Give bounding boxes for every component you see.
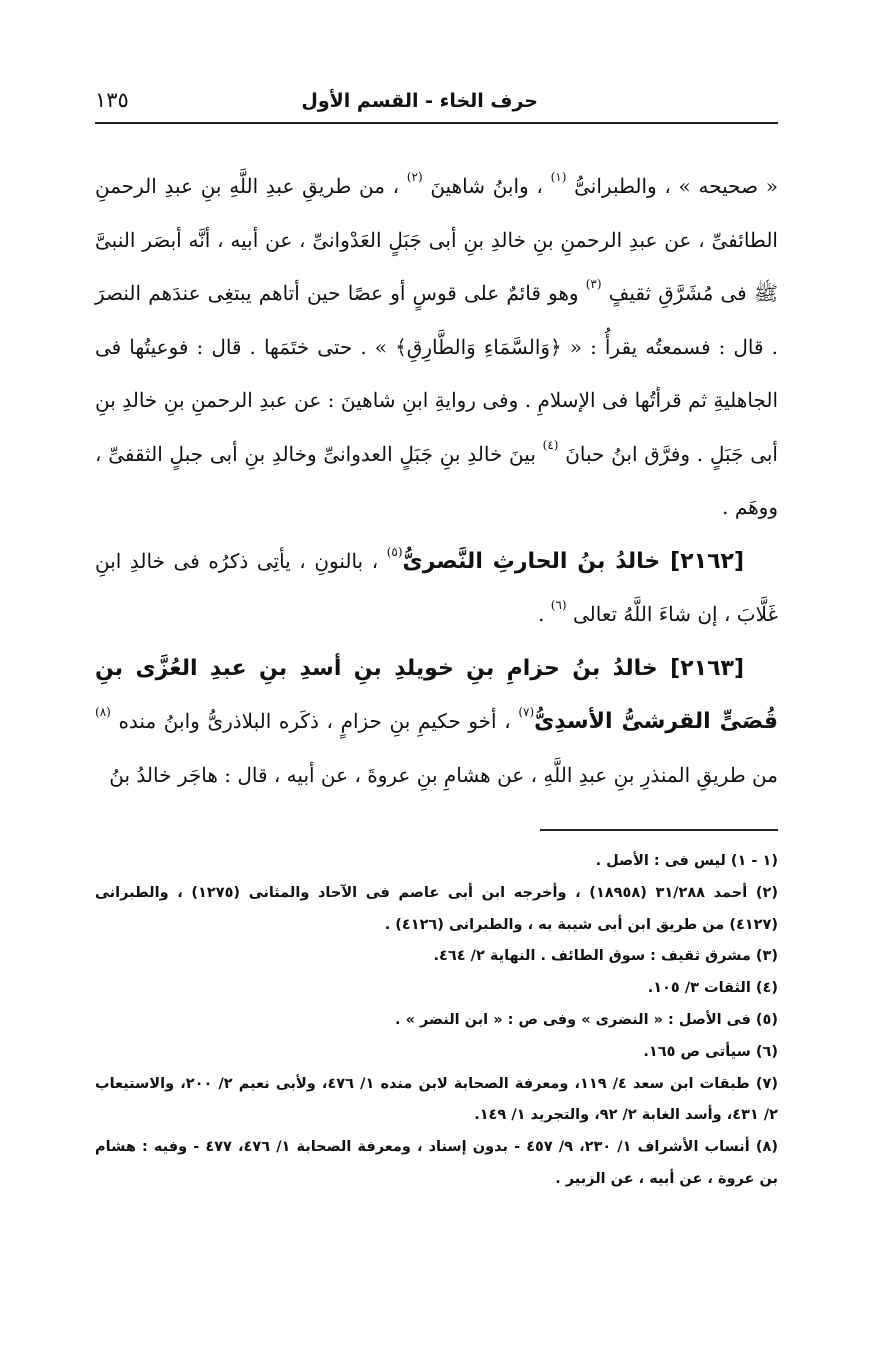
footnote-separator	[540, 829, 778, 831]
footnote-5: (٥) فى الأصل : « النضرى » وفى ص : « ابن النضر » .	[395, 1011, 778, 1028]
footnote-8: (٨) أنساب الأشراف ١/ ٢٣٠، ٩/ ٤٥٧ - بدون إسناد ، ومعرفة الصحابة ١/ ٤٧٦، ٤٧٧ - وفيه : هشام بن عروة ، عن أبيه ، عن الزبير .	[95, 1139, 778, 1187]
text-run: ، وابنُ شاهينَ	[422, 174, 551, 198]
text-run: وهو قائمٌ على قوسٍ أو عصًا حين أتاهم يبتغِى عندَهم النصرَ . قال : فسمعتُه يقرأُ : « ﴿وَالسَّمَاءِ وَالطَّارِقِ﴾ » . حتى ختَمَها . قال : فوعيتُها فى الجاهليةِ ثم قرأتُها فى الإسلامِ . وفى روايةِ ابنِ شاهينَ : عن عبدِ الرحمنِ بنِ خالدِ بنِ أبى جَبَلٍ . وفرَّق ابنُ حبانَ	[95, 281, 778, 466]
footnote-ref: (٤)	[542, 437, 559, 452]
footnote-4: (٤) الثقات ٣/ ١٠٥.	[647, 980, 778, 997]
footnote-ref: (٣)	[585, 277, 602, 291]
text-run: من طريقِ المنذرِ بنِ عبدِ اللَّهِ ، عن هشامِ بنِ عروةَ ، عن أبيه ، قال : هاجَر خالدُ بنُ	[109, 762, 778, 787]
footnote-3: (٣) مشرق ثقيف : سوق الطائف . النهاية ٢/ ٤٦٤.	[433, 948, 778, 965]
footnote-2: (٢) أحمد ٣١/٢٨٨ (١٨٩٥٨) ، وأخرجه ابن أبى عاصم فى الآحاد والمثانى (١٢٧٥) ، والطبرانى (٤١٢٧) من طريق ابن أبى شيبة به ، والطبرانى (٤١٢٦) .	[95, 884, 778, 933]
text-run: .	[538, 602, 551, 626]
text-run: ، بالنونِ ، يأتِى ذكرُه فى خالدِ ابنِ غَلَّابَ ، إن شاءَ اللَّهُ تعالى	[95, 548, 778, 626]
entry-heading: [٢١٦٣] خالدُ بنُ حزامِ بنِ خويلدِ بنِ أسدِ بنِ عبدِ العُزَّى بنِ قُصَىٍّ القرشىُّ الأسدِىُّ	[95, 655, 778, 734]
main-text	[95, 160, 778, 802]
footnote-ref: (١)	[550, 170, 567, 184]
footnote-ref: (٨)	[95, 705, 111, 719]
text-run: « صحيحه » ، والطبرانىُّ	[566, 174, 778, 198]
text-run: ، من طريقِ عبدِ اللَّهِ بنِ عبدِ الرحمنِ الطائفىِّ ، عن عبدِ الرحمنِ بنِ خالدِ بنِ أبى جَبَلٍ العَدْوانىِّ ، عن أبيه ، أنَّه أبصَر النبىَّ ﷺ فى مُشَرَّقِ ثقيفٍ	[95, 174, 778, 305]
footnote-7: (٧) طبقات ابن سعد ٤/ ١١٩، ومعرفة الصحابة لابن منده ١/ ٤٧٦، ولأبى نعيم ٢/ ٢٠٠، والاستيعاب ٢/ ٤٣١، وأسد الغابة ٢/ ٩٢، والتجريد ١/ ١٤٩.	[95, 1075, 778, 1124]
entry-2162	[95, 535, 778, 642]
footnote-ref: (٢)	[406, 170, 423, 184]
page-header	[95, 82, 778, 124]
text-run: ، أخو حكيمِ بنِ حزامٍ ، ذكَره البلاذرىُّ وابنُ منده	[110, 709, 519, 733]
footnote-6: (٦) سيأتى ص ١٦٥.	[643, 1043, 778, 1060]
page-number: ١٣٥	[95, 88, 129, 112]
entry-2163	[95, 642, 778, 803]
running-title: حرف الخاء - القسم الأول	[301, 90, 538, 112]
paragraph-continuation	[95, 160, 778, 535]
footnote-ref: (٦)	[550, 598, 567, 612]
text-run: بينَ خالدِ بنِ جَبَلٍ العدوانىِّ وخالدِ بنِ أبى جبلٍ الثقفىِّ ، ووهَم .	[95, 441, 778, 519]
footnote-ref: (٧)	[518, 705, 535, 719]
entry-heading: [٢١٦٢] خالدُ بنُ الحارثِ النَّصرىُّ	[402, 548, 744, 574]
footnotes	[95, 846, 778, 1196]
footnote-1: (١ - ١) ليس فى : الأصل .	[595, 853, 778, 869]
footnote-ref: (٥)	[386, 544, 403, 559]
